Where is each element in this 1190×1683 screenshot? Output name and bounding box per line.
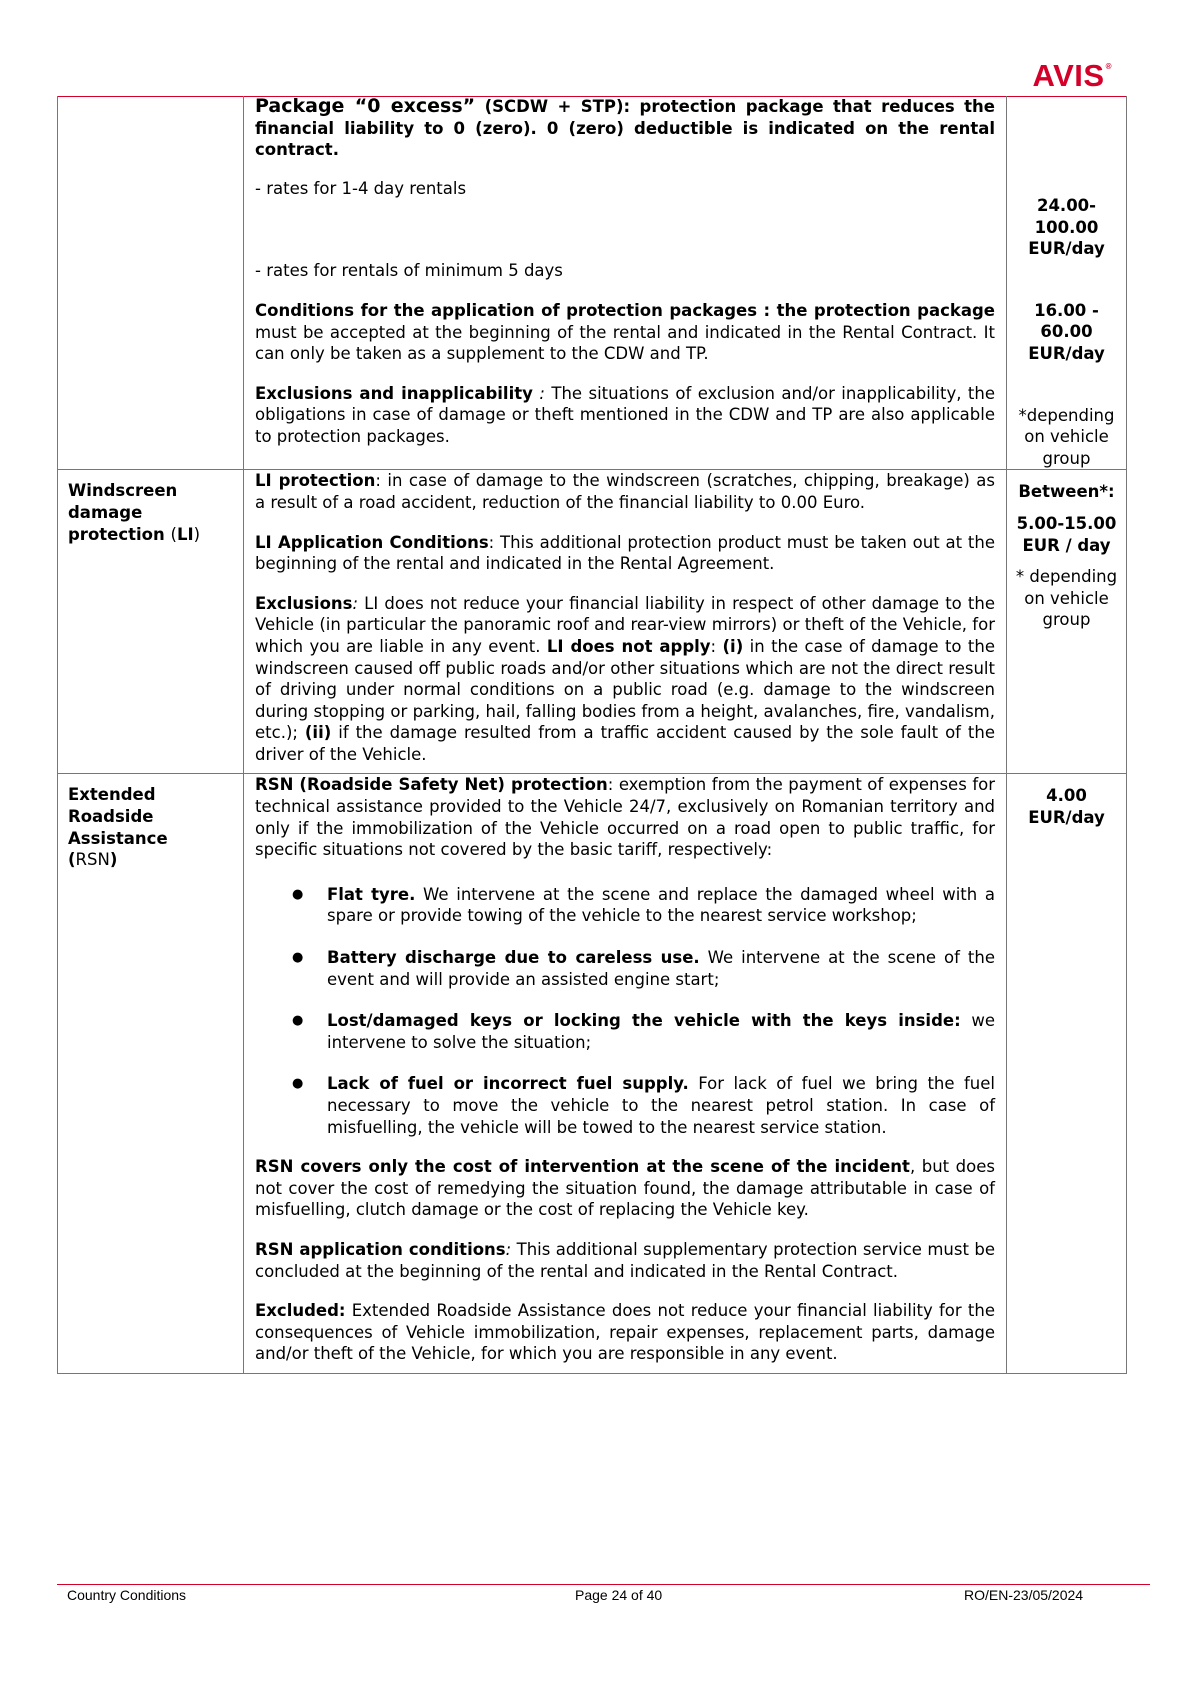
rsn-protection-paragraph: RSN (Roadside Safety Net) protection: exemption from the payment of expenses for technical assistance provided to the Vehicle 24/7, exclusively on Romanian territory and only if the immobilization of the Vehicle occurred on a road open to public traffic, for specific situations not covered by the basic tariff, respectively: xyxy=(255,775,996,860)
list-item: ● Lost/damaged keys or locking the vehicle with the keys inside: we intervene to solve the situation; xyxy=(327,1010,995,1053)
avis-logo: AVIS® xyxy=(1032,58,1112,93)
li-protection-paragraph: LI protection: in case of damage to the windscreen (scratches, chipping, breakage) as a result of a road accident, reduction of the financial liability to 0.00 Euro. xyxy=(255,471,995,512)
rate-min5-text: - rates for rentals of minimum 5 days xyxy=(255,261,563,281)
price-value: 5.00-15.00 EUR / day xyxy=(1016,513,1117,555)
row-description-cell xyxy=(244,470,1007,774)
price-note: *depending on vehicle group xyxy=(1018,405,1115,468)
exclusions-paragraph: Exclusions and inapplicability : The situations of exclusion and/or inapplicability, the obligations in case of damage or theft mentioned in the CDW and TP are also applicable to protection packages. xyxy=(255,383,995,446)
rsn-application-paragraph: RSN application conditions: This additional supplementary protection service must be concluded at the beginning of the rental and indicated in the Rental Contract. xyxy=(255,1239,995,1281)
footer-rule xyxy=(57,1584,1150,1585)
row-label-cell: Extended Roadside Assistance (RSN) xyxy=(58,774,244,1373)
footer-page-number: Page 24 of 40 xyxy=(575,1587,663,1603)
row-description-cell xyxy=(244,774,1007,1373)
rsn-covers-paragraph: RSN covers only the cost of intervention at the scene of the incident, but does not cover the cost of remedying the situation found, the damage attributable in case of misfuelling, clutch damage or the cost of replacing the Vehicle key. xyxy=(255,1157,995,1220)
row-price-cell xyxy=(1007,470,1127,774)
price-note: * depending on vehicle group xyxy=(1015,567,1118,630)
footer-left: Country Conditions xyxy=(67,1587,187,1603)
package-title: Package “0 excess” xyxy=(255,95,476,117)
rsn-situations-list xyxy=(255,884,995,1138)
row-description-cell: Package “0 excess” (SCDW + STP): protection package that reduces the financial liability to 0 (zero). 0 (zero) deductible is indicated on the rental contract. - rates for 1-4 day rentals - rates for rentals of minimum 5 days Conditions for the application of protection packages : the protection package must be accepted at the beginning of the rental and indicated in the Rental Contract. It can only be taken as a supplement to the CDW and TP. Exclusions and inapplicability : The situations of exclusion and/or inapplicability, the obligations in case of damage or theft mentioned in the CDW and TP are also applicable to protection packages. xyxy=(244,96,1007,470)
li-application-paragraph: LI Application Conditions: This additional protection product must be taken out at the beginning of the rental and indicated in the Rental Agreement. xyxy=(255,532,995,574)
list-item: ● Flat tyre. We intervene at the scene and replace the damaged wheel with a spare or provide towing of the vehicle to the nearest service workshop; xyxy=(327,884,995,927)
row-label-cell xyxy=(58,96,244,470)
conditions-paragraph: Conditions for the application of protection packages : the protection package must be accepted at the beginning of the rental and indicated in the Rental Contract. It can only be taken as a supplement to the CDW and TP. xyxy=(255,300,995,364)
footer-document-code: RO/EN-23/05/2024 xyxy=(964,1587,1084,1603)
price-value: 4.00 EUR/day xyxy=(1028,786,1105,828)
price-label: Between*: xyxy=(1018,482,1115,502)
table-row-windscreen xyxy=(58,470,1127,774)
table-row-roadside-assistance xyxy=(58,774,1127,1373)
row-price-cell xyxy=(1007,774,1127,1373)
rate-1-4-text: - rates for 1-4 day rentals xyxy=(255,178,467,198)
list-item: ● Lack of fuel or incorrect fuel supply. For lack of fuel we bring the fuel necessary to move the vehicle to the nearest petrol station. In case of misfuelling, the vehicle will be towed to the nearest service station. xyxy=(327,1073,995,1138)
li-exclusions-paragraph: Exclusions: LI does not reduce your financial liability in respect of other damage to the Vehicle (in particular the panoramic roof and rear-view mirrors) or theft of the Vehicle, for which you are liable in any event. LI does not apply: (i) in the case of damage to the windscreen caused off public roads and/or other situations which are not the direct result of driving under normal conditions on a public road (e.g. damage to the windscreen during stopping or parking, hail, falling bodies from a height, avalanches, fire, vandalism, etc.); (ii) if the damage resulted from a traffic accident caused by the sole fault of the driver of the Vehicle. xyxy=(255,593,995,764)
price-1-4-days: 24.00- 100.00 EUR/day xyxy=(1028,196,1105,259)
rsn-excluded-paragraph: Excluded: Extended Roadside Assistance does not reduce your financial liability for the consequences of Vehicle immobilization, repair expenses, replacement parts, damage and/or theft of the Vehicle, for which you are responsible in any event. xyxy=(255,1301,995,1364)
row-label-cell: Windscreen damage protection (LI) xyxy=(58,470,244,774)
list-item: ● Battery discharge due to careless use. We intervene at the scene of the event and will provide an assisted engine start; xyxy=(327,947,995,990)
row-price-cell xyxy=(1007,96,1127,470)
table-row-package-0-excess xyxy=(58,96,1127,470)
conditions-table xyxy=(57,96,1127,1374)
price-min-5-days: 16.00 - 60.00 EUR/day xyxy=(1028,300,1105,363)
